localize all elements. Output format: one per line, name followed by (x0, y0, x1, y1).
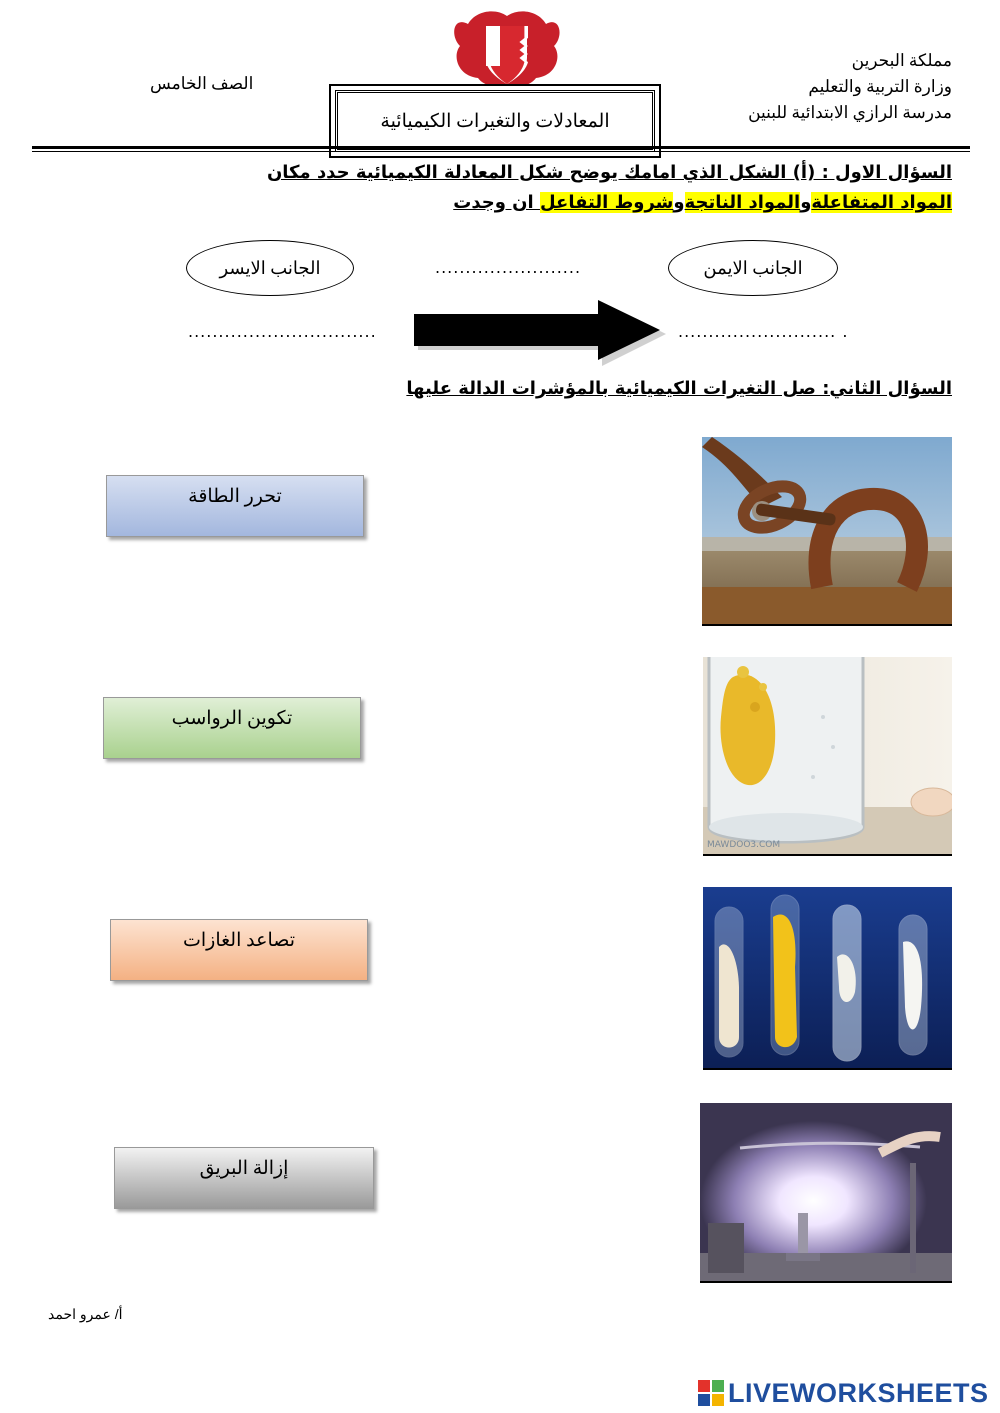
bahrain-emblem-icon (448, 6, 566, 94)
answer-blank-right[interactable]: .......................... . (678, 322, 849, 341)
school-name: مدرسة الرازي الابتدائية للبنين (748, 103, 952, 122)
photo-underline (700, 1281, 952, 1283)
burning-magnesium-photo[interactable] (700, 1103, 952, 1281)
photo-underline (702, 624, 952, 626)
question1-text: السؤال الاول : (أ) الشكل الذي امامك يوضح شكل المعادلة الكيميائية حدد مكان (266, 162, 952, 183)
label-precipitate-formation[interactable]: تكوين الرواسب (103, 697, 361, 759)
precipitate-test-tubes-photo[interactable] (703, 887, 952, 1069)
reactants-highlight: المواد المتفاعلة (811, 192, 952, 213)
conditions-highlight: شروط التفاعل (539, 192, 674, 213)
conjunction: و (673, 192, 685, 213)
school-info (748, 48, 952, 126)
header-divider-thin (32, 151, 970, 152)
answer-blank-conditions[interactable]: ........................ (435, 258, 582, 277)
photo-watermark: MAWDOO3.COM (707, 840, 781, 850)
left-side-oval: الجانب الايسر (186, 240, 354, 296)
photo-underline (703, 1068, 952, 1070)
question1-text-line2 (453, 192, 952, 213)
liveworksheets-logo[interactable] (698, 1378, 989, 1408)
liveworksheets-logo-icon (698, 1380, 724, 1406)
right-side-oval: الجانب الايمن (668, 240, 838, 296)
answer-blank-left[interactable]: ............................... (188, 322, 377, 341)
reaction-arrow-icon (412, 298, 670, 368)
conjunction: و (800, 192, 812, 213)
label-gas-evolution[interactable]: تصاعد الغازات (110, 919, 368, 981)
rusty-chain-photo[interactable] (702, 437, 952, 625)
author-name: أ/ عمرو احمد (48, 1306, 123, 1322)
liveworksheets-brand: LIVEWORKSHEETS (728, 1377, 989, 1408)
worksheet-title: المعادلات والتغيرات الكيميائية (335, 90, 655, 152)
question2-text: السؤال الثاني: صل التغيرات الكيميائية بالمؤشرات الدالة عليها (406, 378, 952, 399)
country-name: مملكة البحرين (851, 51, 952, 70)
if-present-text: ان وجدت (453, 192, 540, 213)
header-divider (32, 146, 970, 149)
grade-label: الصف الخامس (150, 74, 254, 93)
photo-underline (703, 854, 952, 856)
label-loss-of-luster[interactable]: إزالة البريق (114, 1147, 374, 1209)
effervescent-tablet-photo[interactable] (703, 657, 952, 855)
products-highlight: المواد الناتجة (684, 192, 801, 213)
label-energy-release[interactable]: تحرر الطاقة (106, 475, 364, 537)
ministry-name: وزارة التربية والتعليم (808, 77, 952, 96)
